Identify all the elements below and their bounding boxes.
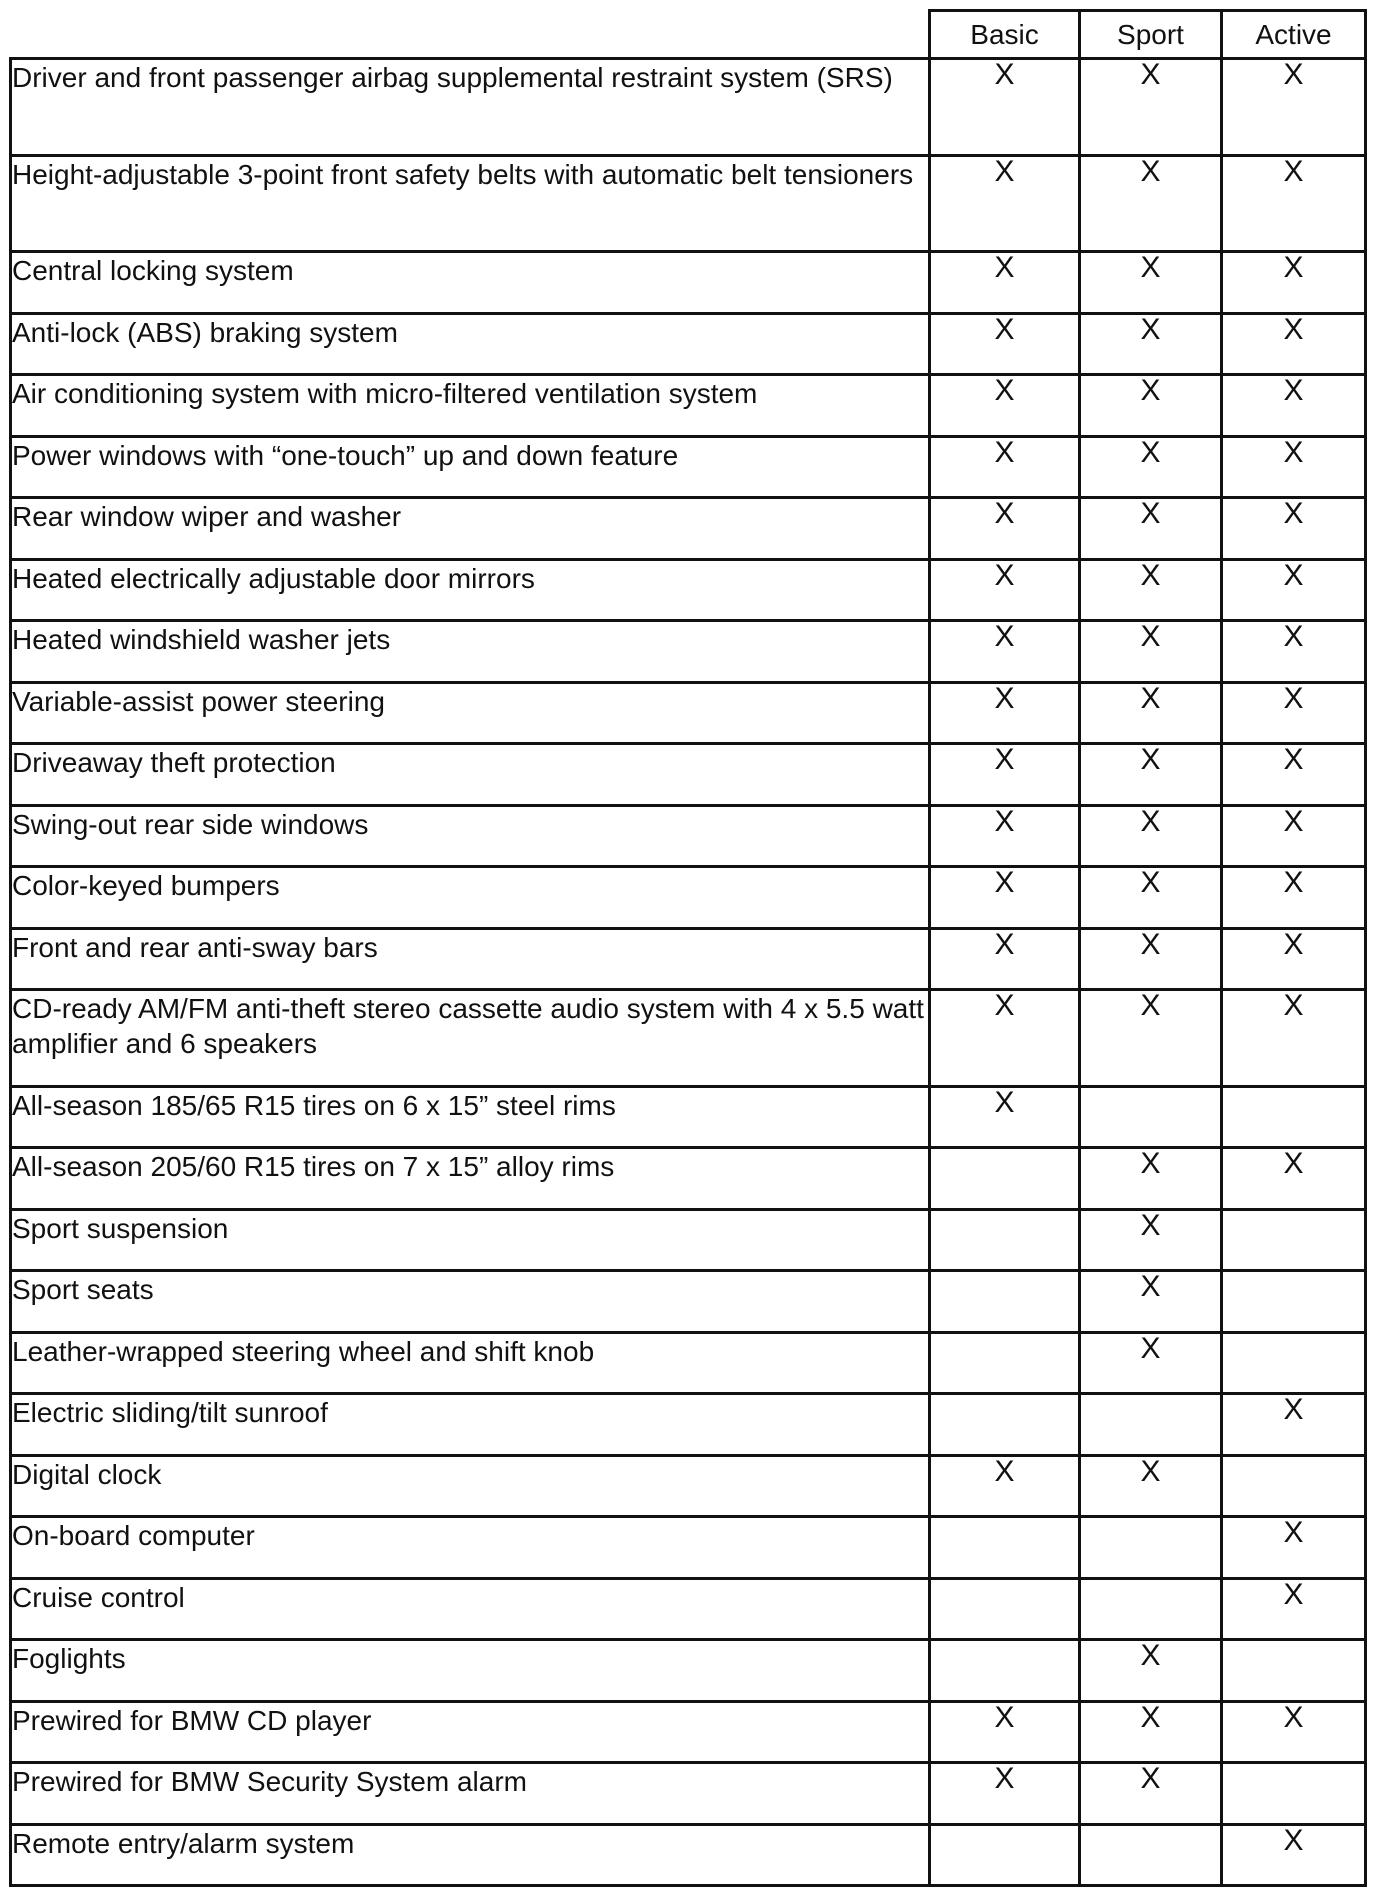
feature-cell: Sport suspension (11, 1209, 930, 1271)
table-row (11, 559, 1366, 621)
sport-mark (1080, 1824, 1222, 1886)
feature-cell: Driveaway theft protection (11, 744, 930, 806)
sport-mark: X (1080, 436, 1222, 498)
active-mark: X (1222, 744, 1366, 806)
feature-cell: Front and rear anti-sway bars (11, 928, 930, 990)
sport-mark: X (1080, 1701, 1222, 1763)
active-mark: X (1222, 1701, 1366, 1763)
table-row (11, 928, 1366, 990)
column-header-sport: Sport (1080, 11, 1222, 59)
feature-cell: Variable-assist power steering (11, 682, 930, 744)
sport-mark: X (1080, 1271, 1222, 1333)
active-mark: X (1222, 1148, 1366, 1210)
basic-mark (930, 1394, 1080, 1456)
basic-mark (930, 1332, 1080, 1394)
header-blank-cell (11, 11, 930, 59)
basic-mark: X (930, 621, 1080, 683)
column-header-active: Active (1222, 11, 1366, 59)
basic-mark: X (930, 867, 1080, 929)
feature-cell: All-season 205/60 R15 tires on 7 x 15” alloy rims (11, 1148, 930, 1210)
sport-mark (1080, 1086, 1222, 1148)
active-mark: X (1222, 682, 1366, 744)
table-row (11, 252, 1366, 314)
active-mark: X (1222, 990, 1366, 1087)
basic-mark: X (930, 313, 1080, 375)
table-row (11, 682, 1366, 744)
active-mark: X (1222, 59, 1366, 156)
sport-mark (1080, 1394, 1222, 1456)
basic-mark: X (930, 990, 1080, 1087)
sport-mark: X (1080, 1209, 1222, 1271)
active-mark (1222, 1209, 1366, 1271)
feature-comparison-table (9, 9, 1367, 1887)
active-mark (1222, 1271, 1366, 1333)
table-row (11, 1209, 1366, 1271)
active-mark: X (1222, 375, 1366, 437)
sport-mark: X (1080, 621, 1222, 683)
table-row (11, 155, 1366, 252)
table-row (11, 436, 1366, 498)
active-mark: X (1222, 252, 1366, 314)
basic-mark: X (930, 805, 1080, 867)
active-mark (1222, 1086, 1366, 1148)
table-row (11, 867, 1366, 929)
table-row (11, 1763, 1366, 1825)
table-row (11, 1332, 1366, 1394)
column-header-basic: Basic (930, 11, 1080, 59)
basic-mark: X (930, 1701, 1080, 1763)
active-mark: X (1222, 1824, 1366, 1886)
feature-cell: Leather-wrapped steering wheel and shift knob (11, 1332, 930, 1394)
table-row (11, 1271, 1366, 1333)
active-mark: X (1222, 1578, 1366, 1640)
sport-mark: X (1080, 1763, 1222, 1825)
table-row (11, 1701, 1366, 1763)
basic-mark: X (930, 252, 1080, 314)
active-mark: X (1222, 1517, 1366, 1579)
table-row (11, 1517, 1366, 1579)
table-row (11, 375, 1366, 437)
basic-mark: X (930, 1455, 1080, 1517)
active-mark: X (1222, 436, 1366, 498)
table-row (11, 1086, 1366, 1148)
active-mark: X (1222, 805, 1366, 867)
sport-mark: X (1080, 498, 1222, 560)
table-row (11, 498, 1366, 560)
basic-mark: X (930, 498, 1080, 560)
active-mark: X (1222, 559, 1366, 621)
active-mark: X (1222, 621, 1366, 683)
sport-mark: X (1080, 805, 1222, 867)
basic-mark (930, 1271, 1080, 1333)
sport-mark: X (1080, 559, 1222, 621)
basic-mark: X (930, 928, 1080, 990)
active-mark: X (1222, 1394, 1366, 1456)
basic-mark: X (930, 1763, 1080, 1825)
sport-mark: X (1080, 1148, 1222, 1210)
active-mark (1222, 1455, 1366, 1517)
sport-mark: X (1080, 1640, 1222, 1702)
feature-cell: Electric sliding/tilt sunroof (11, 1394, 930, 1456)
basic-mark (930, 1148, 1080, 1210)
sport-mark: X (1080, 990, 1222, 1087)
feature-cell: Anti-lock (ABS) braking system (11, 313, 930, 375)
active-mark: X (1222, 928, 1366, 990)
active-mark: X (1222, 155, 1366, 252)
feature-cell: CD-ready AM/FM anti-theft stereo cassette audio system with 4 x 5.5 watt amplifier and 6 speakers (11, 990, 930, 1087)
basic-mark: X (930, 559, 1080, 621)
table-body (11, 59, 1366, 1886)
table-row (11, 1455, 1366, 1517)
feature-cell: Power windows with “one-touch” up and down feature (11, 436, 930, 498)
table-row (11, 1824, 1366, 1886)
basic-mark: X (930, 682, 1080, 744)
sport-mark: X (1080, 744, 1222, 806)
feature-cell: Height-adjustable 3-point front safety belts with automatic belt tensioners (11, 155, 930, 252)
table-row (11, 805, 1366, 867)
basic-mark: X (930, 59, 1080, 156)
basic-mark (930, 1578, 1080, 1640)
feature-cell: Digital clock (11, 1455, 930, 1517)
table-row (11, 621, 1366, 683)
feature-cell: Color-keyed bumpers (11, 867, 930, 929)
table-row (11, 1394, 1366, 1456)
table-row (11, 990, 1366, 1087)
basic-mark: X (930, 375, 1080, 437)
sport-mark: X (1080, 59, 1222, 156)
sport-mark (1080, 1517, 1222, 1579)
table-row (11, 1148, 1366, 1210)
feature-cell: Heated windshield washer jets (11, 621, 930, 683)
table-row (11, 59, 1366, 156)
basic-mark (930, 1517, 1080, 1579)
feature-cell: Rear window wiper and washer (11, 498, 930, 560)
sport-mark: X (1080, 1332, 1222, 1394)
basic-mark: X (930, 155, 1080, 252)
sport-mark: X (1080, 867, 1222, 929)
feature-cell: Driver and front passenger airbag supplemental restraint system (SRS) (11, 59, 930, 156)
active-mark: X (1222, 498, 1366, 560)
feature-cell: Swing-out rear side windows (11, 805, 930, 867)
sport-mark: X (1080, 375, 1222, 437)
sport-mark: X (1080, 1455, 1222, 1517)
basic-mark (930, 1640, 1080, 1702)
basic-mark (930, 1824, 1080, 1886)
sport-mark (1080, 1578, 1222, 1640)
active-mark (1222, 1763, 1366, 1825)
sport-mark: X (1080, 682, 1222, 744)
sport-mark: X (1080, 155, 1222, 252)
table-row (11, 1578, 1366, 1640)
table-row (11, 1640, 1366, 1702)
feature-cell: Prewired for BMW CD player (11, 1701, 930, 1763)
feature-cell: Cruise control (11, 1578, 930, 1640)
feature-cell: Heated electrically adjustable door mirrors (11, 559, 930, 621)
basic-mark: X (930, 1086, 1080, 1148)
feature-cell: Central locking system (11, 252, 930, 314)
sport-mark: X (1080, 928, 1222, 990)
active-mark: X (1222, 867, 1366, 929)
feature-cell: Prewired for BMW Security System alarm (11, 1763, 930, 1825)
table-row (11, 313, 1366, 375)
sport-mark: X (1080, 252, 1222, 314)
feature-cell: Air conditioning system with micro-filtered ventilation system (11, 375, 930, 437)
active-mark (1222, 1332, 1366, 1394)
active-mark (1222, 1640, 1366, 1702)
basic-mark: X (930, 436, 1080, 498)
basic-mark: X (930, 744, 1080, 806)
feature-cell: Remote entry/alarm system (11, 1824, 930, 1886)
header-row (11, 11, 1366, 59)
feature-cell: All-season 185/65 R15 tires on 6 x 15” steel rims (11, 1086, 930, 1148)
feature-cell: Sport seats (11, 1271, 930, 1333)
basic-mark (930, 1209, 1080, 1271)
active-mark: X (1222, 313, 1366, 375)
table-row (11, 744, 1366, 806)
feature-cell: Foglights (11, 1640, 930, 1702)
sport-mark: X (1080, 313, 1222, 375)
feature-cell: On-board computer (11, 1517, 930, 1579)
